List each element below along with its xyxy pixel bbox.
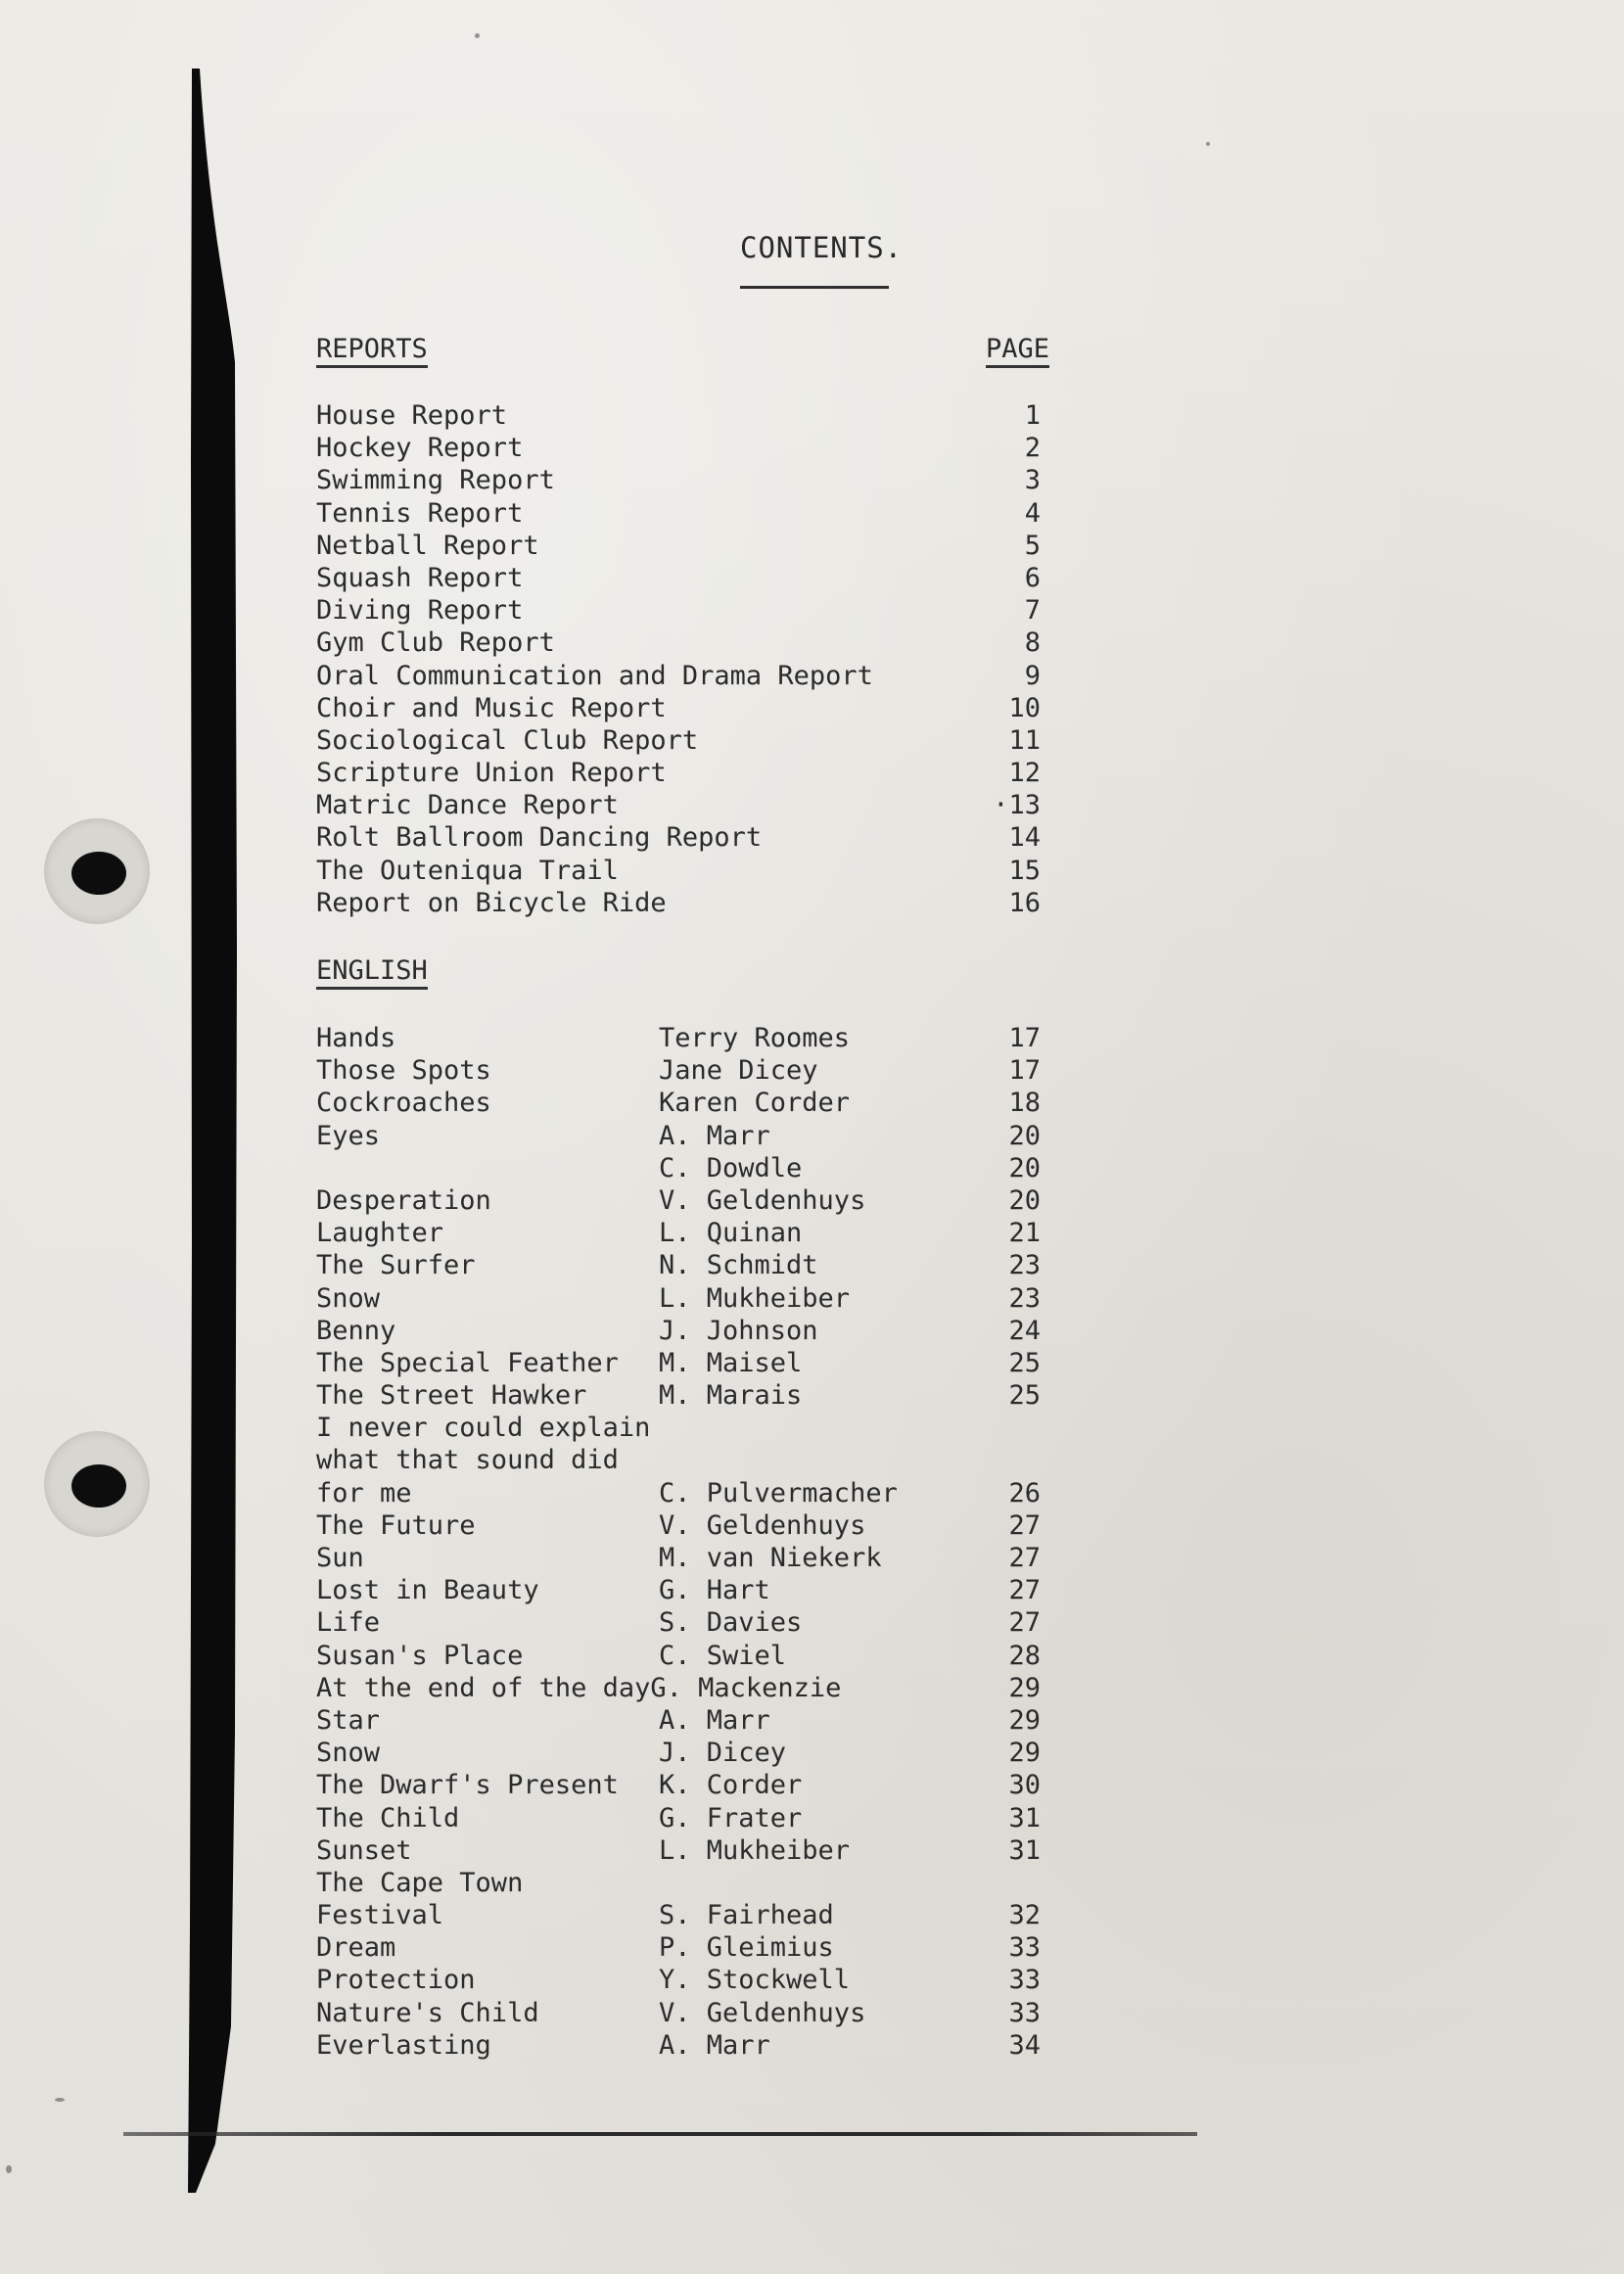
entry-author: Terry Roomes <box>659 1023 851 1053</box>
entry-title: for me <box>316 1477 412 1508</box>
entry-page: 31 <box>1008 1834 1041 1866</box>
entry-author: J. Johnson <box>659 1315 818 1346</box>
entry-author: A. Marr <box>659 2029 770 2061</box>
list-item <box>316 1737 1060 1769</box>
entry-page: 7 <box>1024 595 1041 627</box>
list-item <box>316 1249 1060 1281</box>
entry-title: House Report <box>316 400 508 431</box>
list-item <box>316 1217 1060 1249</box>
list-item <box>316 562 1060 594</box>
list-item <box>316 1640 1060 1672</box>
entry-title: The Cape Town <box>316 1867 524 1898</box>
entry-title: Sunset <box>316 1834 412 1866</box>
entry-page: 32 <box>1008 1900 1041 1931</box>
entry-title: Gym Club Report <box>316 627 555 659</box>
entry-author: K. Corder <box>659 1770 803 1801</box>
list-item <box>316 530 1060 562</box>
entry-title: Hockey Report <box>316 433 524 464</box>
list-item <box>316 1834 1060 1867</box>
entry-title: Report on Bicycle Ride <box>316 887 667 918</box>
entry-page: 10 <box>1008 692 1041 723</box>
entry-title: The Future <box>316 1509 476 1541</box>
list-item <box>316 1412 1060 1444</box>
list-item <box>316 1152 1060 1184</box>
page-column-heading: PAGE <box>986 336 1049 368</box>
list-item <box>316 789 1060 821</box>
reports-heading: REPORTS <box>316 336 428 368</box>
entry-page: 3 <box>1024 465 1041 496</box>
entry-author: M. Marais <box>659 1380 803 1412</box>
entry-page: 15 <box>1008 855 1041 886</box>
punch-hole <box>44 1431 150 1537</box>
entry-author: C. Pulvermacher <box>659 1477 898 1508</box>
entry-author: J. Dicey <box>659 1738 787 1769</box>
entry-page: 28 <box>1008 1640 1041 1671</box>
entry-page: 23 <box>1008 1282 1041 1314</box>
entry-title: At the end of the dayG. Mackenzie <box>316 1672 842 1703</box>
entry-author: C. Swiel <box>659 1640 787 1671</box>
entry-title: Rolt Ballroom Dancing Report <box>316 822 763 854</box>
list-item <box>316 1315 1060 1347</box>
entry-page: 29 <box>1008 1704 1041 1736</box>
entry-page: 14 <box>1008 822 1041 854</box>
entry-page: 20 <box>1008 1184 1041 1216</box>
entry-title: Eyes <box>316 1120 381 1151</box>
list-item <box>316 1542 1060 1574</box>
list-item <box>316 1964 1060 1996</box>
entry-author: C. Dowdle <box>659 1152 803 1183</box>
entry-title: Scripture Union Report <box>316 758 667 789</box>
entry-author: L. Mukheiber <box>659 1834 851 1866</box>
bottom-rule <box>123 2132 1197 2136</box>
list-item <box>316 399 1060 432</box>
list-item <box>316 757 1060 789</box>
entry-page: 33 <box>1008 1997 1041 2028</box>
entry-page: 27 <box>1008 1575 1041 1606</box>
entry-page: 25 <box>1008 1380 1041 1412</box>
list-item <box>316 594 1060 627</box>
entry-page: 5 <box>1024 530 1041 561</box>
entry-page: 17 <box>1008 1055 1041 1087</box>
list-item <box>316 821 1060 854</box>
entry-page: 33 <box>1008 1965 1041 1996</box>
entry-author: L. Quinan <box>659 1218 803 1249</box>
list-item <box>316 1087 1060 1119</box>
list-item <box>316 1931 1060 1964</box>
entry-title: Tennis Report <box>316 497 524 529</box>
entry-author: Y. Stockwell <box>659 1965 851 1996</box>
list-item <box>316 1899 1060 1931</box>
list-item <box>316 1120 1060 1152</box>
entry-title: Protection <box>316 1965 476 1996</box>
entry-title: Susan's Place <box>316 1640 524 1671</box>
entry-title: Lost in Beauty <box>316 1575 539 1606</box>
entry-title: Cockroaches <box>316 1088 491 1119</box>
list-item <box>316 1802 1060 1834</box>
list-item <box>316 692 1060 724</box>
list-item <box>316 855 1060 887</box>
list-item <box>316 1347 1060 1379</box>
entry-page: 6 <box>1024 562 1041 593</box>
entry-page: 33 <box>1008 1932 1041 1964</box>
entry-title: Everlasting <box>316 2029 491 2061</box>
list-item <box>316 1477 1060 1509</box>
entry-author: V. Geldenhuys <box>659 1184 866 1216</box>
entry-title: The Street Hawker <box>316 1380 587 1412</box>
entry-page: 1 <box>1024 400 1041 431</box>
entry-page: 27 <box>1008 1607 1041 1639</box>
list-item <box>316 1704 1060 1737</box>
entry-page: 30 <box>1008 1770 1041 1801</box>
entry-page: 11 <box>1008 724 1041 756</box>
entry-title: Sociological Club Report <box>316 724 699 756</box>
list-item <box>316 660 1060 692</box>
list-item <box>316 1444 1060 1476</box>
entry-title: Netball Report <box>316 530 539 561</box>
entry-page: 21 <box>1008 1218 1041 1249</box>
entry-page: 26 <box>1008 1477 1041 1508</box>
entry-page: 8 <box>1024 627 1041 659</box>
entry-page: 31 <box>1008 1802 1041 1833</box>
entry-page: 12 <box>1008 758 1041 789</box>
entry-title: Oral Communication and Drama Report <box>316 660 873 691</box>
entry-title: Festival <box>316 1900 444 1931</box>
page-title: CONTENTS. <box>740 231 904 264</box>
entry-title: Matric Dance Report <box>316 790 619 821</box>
list-item <box>316 1606 1060 1639</box>
entry-title: I never could explain <box>316 1413 651 1444</box>
list-item <box>316 1184 1060 1217</box>
list-item <box>316 1574 1060 1606</box>
entry-author: N. Schmidt <box>659 1250 818 1281</box>
entry-page: ·13 <box>993 790 1041 821</box>
entry-page: 27 <box>1008 1509 1041 1541</box>
entry-page: 20 <box>1008 1152 1041 1183</box>
entry-title: Hands <box>316 1023 396 1053</box>
entry-author: A. Marr <box>659 1120 770 1151</box>
entry-page: 24 <box>1008 1315 1041 1346</box>
entry-author: L. Mukheiber <box>659 1282 851 1314</box>
list-item <box>316 1022 1060 1054</box>
binding-strip <box>186 69 241 2193</box>
entry-author: V. Geldenhuys <box>659 1997 866 2028</box>
entry-title: The Special Feather <box>316 1347 619 1378</box>
entry-page: 29 <box>1008 1738 1041 1769</box>
entry-title: Diving Report <box>316 595 524 627</box>
entry-page: 2 <box>1024 433 1041 464</box>
entry-title: Star <box>316 1704 381 1736</box>
entry-page: 16 <box>1008 887 1041 918</box>
english-list <box>316 1022 1060 2062</box>
entry-title: The Surfer <box>316 1250 476 1281</box>
entry-title: Choir and Music Report <box>316 692 667 723</box>
list-item <box>316 1509 1060 1542</box>
entry-title: what that sound did <box>316 1445 619 1476</box>
entry-page: 9 <box>1024 660 1041 691</box>
entry-title: Squash Report <box>316 562 524 593</box>
list-item <box>316 464 1060 496</box>
entry-page: 17 <box>1008 1023 1041 1053</box>
entry-title: The Child <box>316 1802 460 1833</box>
list-item <box>316 627 1060 659</box>
entry-title: Snow <box>316 1282 381 1314</box>
entry-author: G. Hart <box>659 1575 770 1606</box>
list-item <box>316 432 1060 464</box>
reports-list <box>316 399 1060 919</box>
list-item <box>316 1379 1060 1412</box>
title-underline <box>740 286 889 289</box>
list-item <box>316 1672 1060 1704</box>
entry-author: S. Davies <box>659 1607 803 1639</box>
entry-title: Dream <box>316 1932 396 1964</box>
entry-title: Sun <box>316 1543 364 1573</box>
entry-author: S. Fairhead <box>659 1900 834 1931</box>
entry-author: P. Gleimius <box>659 1932 834 1964</box>
list-item <box>316 497 1060 530</box>
entry-page: 18 <box>1008 1088 1041 1119</box>
entry-page: 34 <box>1008 2029 1041 2061</box>
list-item <box>316 1282 1060 1315</box>
entry-title: Laughter <box>316 1218 444 1249</box>
entry-title: Snow <box>316 1738 381 1769</box>
entry-page: 20 <box>1008 1120 1041 1151</box>
entry-page: 23 <box>1008 1250 1041 1281</box>
entry-author: M. van Niekerk <box>659 1543 882 1573</box>
list-item <box>316 1867 1060 1899</box>
entry-author: Jane Dicey <box>659 1055 818 1087</box>
entry-title: The Outeniqua Trail <box>316 855 619 886</box>
english-heading: ENGLISH <box>316 957 428 990</box>
entry-title: Benny <box>316 1315 396 1346</box>
entry-page: 29 <box>1008 1672 1041 1703</box>
speck <box>1206 142 1210 146</box>
entry-author: G. Frater <box>659 1802 803 1833</box>
entry-author: Karen Corder <box>659 1088 851 1119</box>
entry-title: Nature's Child <box>316 1997 539 2028</box>
entry-title: Those Spots <box>316 1055 491 1087</box>
entry-title: The Dwarf's Present <box>316 1770 619 1801</box>
list-item <box>316 887 1060 919</box>
list-item <box>316 1769 1060 1801</box>
list-item <box>316 1997 1060 2029</box>
entry-title: Life <box>316 1607 381 1639</box>
entry-author: V. Geldenhuys <box>659 1509 866 1541</box>
speck <box>475 33 480 38</box>
list-item <box>316 2029 1060 2062</box>
speck <box>55 2098 65 2102</box>
list-item <box>316 724 1060 757</box>
entry-page: 27 <box>1008 1543 1041 1573</box>
entry-author: A. Marr <box>659 1704 770 1736</box>
entry-page: 25 <box>1008 1347 1041 1378</box>
speck <box>6 2165 12 2173</box>
entry-title: Swimming Report <box>316 465 555 496</box>
entry-author: M. Maisel <box>659 1347 803 1378</box>
punch-hole <box>44 818 150 924</box>
entry-title: Desperation <box>316 1184 491 1216</box>
entry-page: 4 <box>1024 497 1041 529</box>
list-item <box>316 1054 1060 1087</box>
